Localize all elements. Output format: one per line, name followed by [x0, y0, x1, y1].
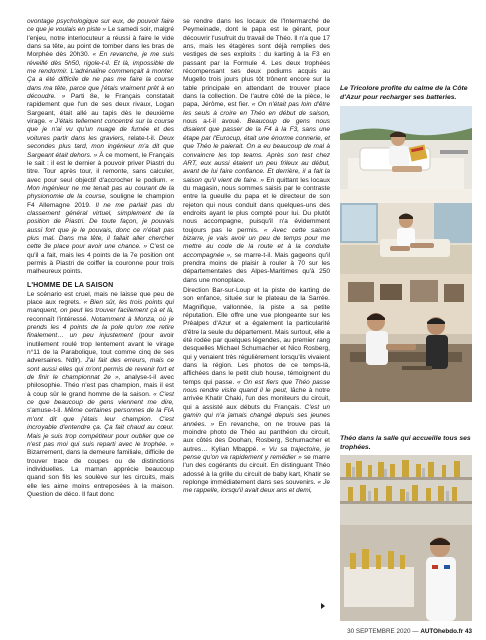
paragraph-4 — [183, 287, 330, 496]
body-text: Direction Bar-sur-Loup et la piste de karting de son enfance, située sur le plateau de la Sarrée. Magnifique, vallonnée, la piste a sa petite réputation. Elle offre une vue plongeante sur les Préalpes d'Azur et a également la particularité d'être la seule du département. Mais surtout, elle a été rodée par quelques légendes, au premier rang desquelles Michael Schumacher et Nico Rosberg, qui y venaient très régulièrement lorsqu'ils vivaient dans la région. Les photos de ce temps-là, affichées dans le petit club house, témoignent du temps qui passe. — [183, 287, 330, 386]
footer-date: 30 SEPTEMBRE 2020 — [347, 628, 411, 635]
article-column-left — [27, 18, 174, 499]
quote-text: C'est un gamin qui n'a jamais changé depuis ses jeunes années. » — [183, 403, 331, 428]
quote-text: ovontage psychologique sur eux, de pouvoir faire ce que je voulais en piste » — [27, 18, 174, 34]
photo-driver-clubhouse — [340, 274, 472, 402]
quote-text: « C'est ce que beaucoup de gens viennent me dire, — [27, 390, 174, 407]
photo-driver-reading — [340, 106, 472, 189]
body-text: Le samedi soir, malgré l'enjeu, notre interlocuteur a réussi à faire le vide dans sa tête, au point de tomber dans les bras de Morphée dès 20h30. — [27, 26, 174, 59]
continue-arrow-icon — [321, 603, 325, 609]
body-text: se rendre dans les locaux de l'Intermarché de Peymeinade, dont le papa est le gérant, pour découvrir l'usufruit du travail de Théo. Il n'a que 17 ans, mais les étagères sont déjà remplies des vestiges de ses exploits : du karting à la F3 en passant par la Formule 4. Les deux trophées récompensant ses deux podiums acquis au Mugello trois jours plus tôt trônent encore sur la table principale en attendant de trouver place dans la collection. De l'autre côté de la pièce, le papa, Jérôme, est fier. — [183, 18, 330, 109]
quote-text: Même certaines personnes de la FIA m'ont dit que j'étais leur champion. C'est incroyable d'entendre ça. Ça fait chaud au cœur. Mais je suis trop compétiteur pour oublier que ce n'est pas moi qui suis reparti avec le trophée. » — [27, 407, 174, 448]
cabin-photo-illustration — [340, 189, 472, 274]
photo-driver-cabin — [340, 189, 472, 274]
body-text: À ce moment, le Français le sait : il est le dernier à pouvoir priver Piastri du titre. Tour après tour, il remonte, sans calculer, avec pour seul objectif d'accrocher le podium. — [27, 151, 174, 184]
quote-text: « Mon ingénieur ne me tenait pas au courant de la physionomie de la course, — [27, 176, 174, 201]
photo-caption-bottom: Théo dans la salle qui accueille tous ses trophées. — [340, 435, 471, 451]
quote-text: « On n'était pas loin d'être les seuls à croire en Théo en début de saison, — [183, 101, 330, 117]
photo-caption-top: Le Tricolore profite du calme de la Côte d'Azur pour recharger ses batteries. — [340, 85, 468, 101]
paragraph-2 — [27, 291, 174, 500]
body-text: relate-t-il. — [128, 134, 159, 142]
body-text: En quittant les locaux du magasin, nous sommes saisis par le contraste entre la gueulle du papa et le directeur de son rejeton qui nous conduit dans quelques-uns des endroits ayant le plus compté pour lui. Du plutôt nous accompagne, puisqu'il n'a évidemment toujours pas le permis. — [183, 176, 330, 234]
body-text: Le scénario est cruel, mais ne laisse que peu de place aux regrets. — [27, 290, 174, 306]
body-text: C'est ce qu'il a fait, mais les 4 points de la 7e position ont permis à Piastri de coiffer la couronne pour trois malheureux points. — [27, 243, 174, 276]
section-heading: L'HOMME DE LA SAISON — [27, 281, 114, 289]
body-text: se marre l'un des cogérants du circuit. En distinguant Théo adossé à la grille du circuit de baby kart, Khatir se replonge immédiatement dans ses souvenirs. — [183, 453, 331, 486]
article-column-right — [183, 18, 330, 496]
quote-text: Beaucoup de gens nous disaient que passer de la F4 à la F3, sans une étape par l'Eurocup, était une énorme connerie, et que Théo le paierait. On a eu beaucoup de mal à convaincre les top teams. Après son test chez ART, eux aussi étaient un peu frileux au début, avant de lui faire confiance. Et derrière, il a fait la saison qu'il vient de faire. » — [183, 118, 331, 184]
body-text: En revanche, on ne trouve pas la moindre photo de Théo au panthéon du circuit, aux côtés des Doohan, Rosberg, Schumacher et autres… Kylian Mbappé. — [183, 420, 331, 453]
trophy-room-illustration — [340, 455, 472, 621]
quote-text: « Je me rappelle, lorsqu'il avait deux ans et demi, — [183, 478, 331, 495]
body-text: Bizarrement, dans la demeure familiale, difficile de trouver trace de coupes ou de distinctions individuelles. La maman apprécie beaucoup quand son fils les soulève sur les circuits, mais elle les aime moins entreposées à la maison. Question de déco. Il faut donc — [27, 449, 174, 498]
page-footer — [347, 628, 472, 635]
quote-text: « En revanche, je me suis réveillé dès 5h50, rigole-t-il. Et là, impossible de me rendormir. L'adrénaline commençait à monter. Ça a été difficile de ne pas me faire la course dans ma tête, parce que j'étais vraiment prêt à en découdre. » — [27, 51, 174, 101]
body-text: lâche à notre arrivée Khatir Chaki, l'un des moniteurs du circuit, qui a assisté aux débuts du Français. — [183, 387, 330, 411]
footer-brand: AUTOhebdo.fr — [420, 628, 464, 635]
quote-text: « Avec cette saison bizarre, je vais avoir un peu de temps pour me mettre au code de la route et à la conduite accompagnée », — [183, 226, 330, 259]
quote-text: « Bien sûr, les trois points qui manquent, on peut les trouver facilement çà et là, — [27, 299, 175, 315]
clubhouse-photo-illustration — [340, 274, 472, 402]
body-text: s'amuse-t-il. — [27, 407, 65, 415]
body-text: reconnaît l'intéressé. — [27, 315, 92, 323]
quote-text: « J'étais tellement concentré sur la course que je n'ai vu qu'un nuage de fumée et des voitures partir dans les graviers, — [27, 118, 174, 142]
body-text: analyse-t-il avec philosophie. Théo n'est pas champion, mais il est à coup sûr le grand homme de la saison. — [27, 374, 174, 398]
photo-trophy-room — [340, 455, 472, 621]
quote-text: Il ne me parlait pas du classement général virtuel, simplement de la position de Piastri. De toute façon, je pouvais aussi fort que je le pouvais, donc ce n'était pas plus mal. Dans ma tête, il fallait aller chercher cette 3e place pour avoir une chance. » — [27, 201, 174, 251]
body-text: se marre-t-il. Mais gageons qu'il prendra moins de plaisir à rouler à 70 sur les départementales des Alpes-Maritimes qu'à 250 dans une monoplace. — [183, 251, 330, 284]
body-text: souligne le champion F4 Allemagne 2019. — [27, 193, 174, 209]
page-number: 43 — [464, 628, 472, 635]
body-text: Parti 8e, le Français constatait rapidement que l'un de ses deux rivaux, Logan Sargeant, était allé au tapis dès le deuxième virage. — [27, 93, 174, 126]
paragraph-1 — [27, 18, 174, 277]
quote-text: « On est fiers que Théo passe nous rendre visite quand il le peut, — [183, 378, 330, 395]
paragraph-3 — [183, 18, 330, 285]
footer-separator: — — [412, 628, 419, 635]
quote-text: Notamment à Monza, où je prends les 4 points de la pole qu'on me retire finalement… un peu injustement — [27, 315, 174, 340]
quote-text: « Vu sa trajectoire, je pense qu'on va rapidement y remédier » — [183, 445, 330, 461]
body-text: (pour avoir inutilement roulé trop lentement avant le virage n°11 de la Parabolique, tout comme cinq de ses adversaires. Ndlr). — [27, 332, 174, 365]
reading-photo-illustration — [340, 106, 472, 189]
body-text: nous a-t-il avoué. — [183, 118, 248, 126]
quote-text: Deux secondes plus tard, mon ingénieur m'a dit que Sargeant était dehors. » — [27, 134, 174, 159]
quote-text: J'ai fait des erreurs, mais ce sont aussi elles qui m'ont permis de revenir fort et de finir le championnat 2e », — [27, 357, 174, 382]
